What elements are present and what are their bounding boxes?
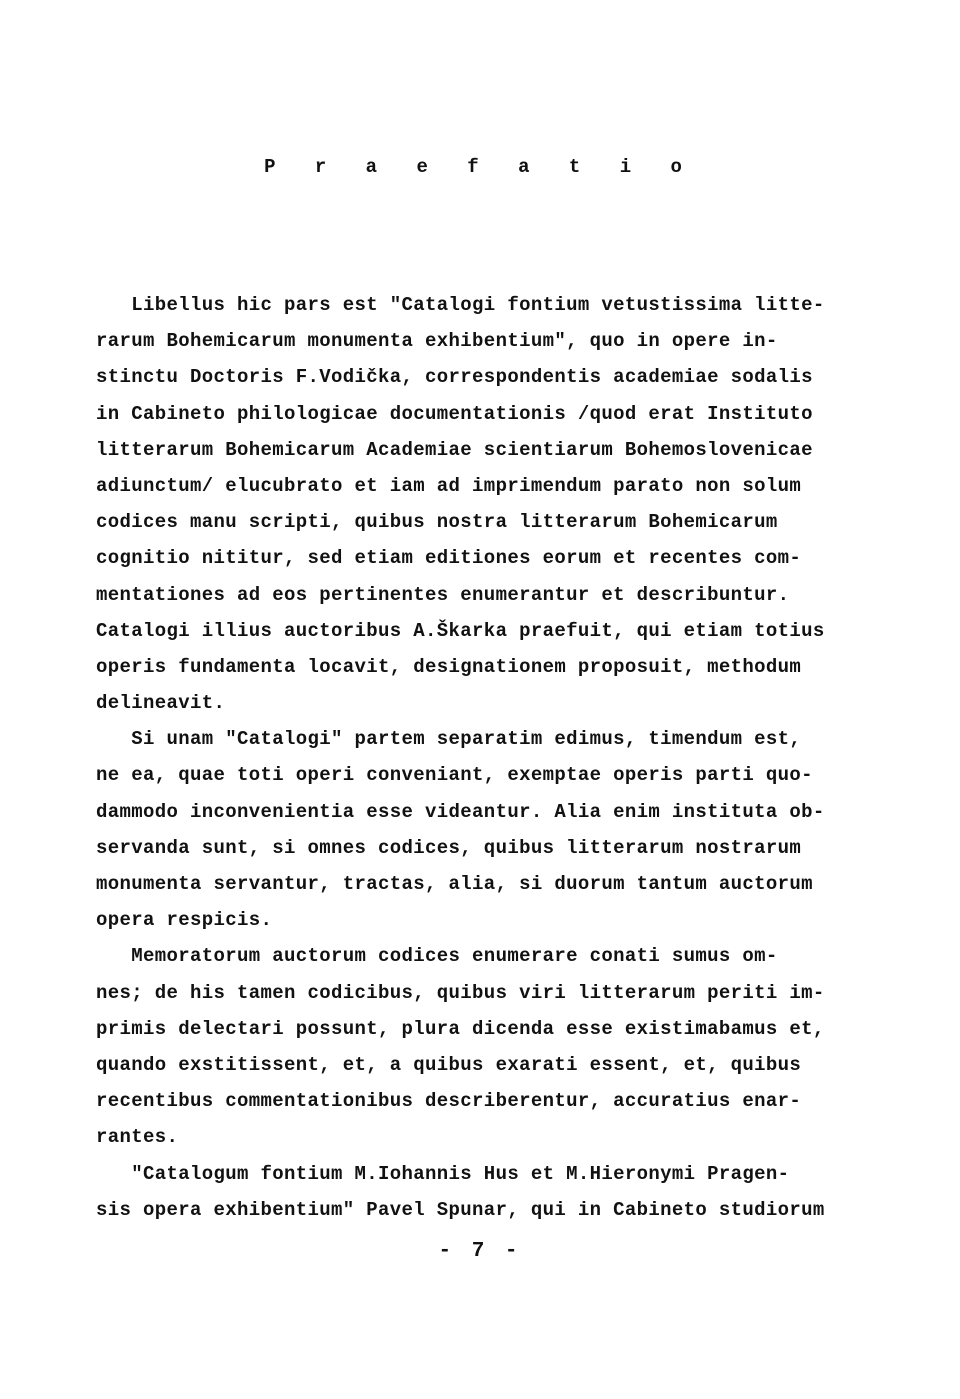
text-line: quando exstitissent, et, a quibus exarati essent, et, quibus bbox=[96, 1053, 802, 1076]
text-line: delineavit. bbox=[96, 692, 226, 715]
text-line: monumenta servantur, tractas, alia, si duorum tantum auctorum bbox=[96, 873, 813, 895]
text-line: Libellus hic pars est "Catalogi fontium vetustissima litte- bbox=[96, 294, 825, 316]
text-line: Catalogi illius auctoribus A.Škarka praefuit, qui etiam totius bbox=[96, 619, 825, 642]
text-line: sis opera exhibentium" Pavel Spunar, qui in Cabineto studiorum bbox=[96, 1198, 825, 1221]
text-line: in Cabineto philologicae documentationis /quod erat Instituto bbox=[96, 402, 813, 425]
text-line: stinctu Doctoris F.Vodička, correspondentis academiae sodalis bbox=[96, 366, 813, 389]
text-line: primis delectari possunt, plura dicenda esse existimabamus et, bbox=[96, 1017, 825, 1040]
text-line: rantes. bbox=[96, 1126, 179, 1149]
text-line: nes; de his tamen codicibus, quibus viri litterarum periti im- bbox=[96, 981, 825, 1004]
text-line: operis fundamenta locavit, designationem proposuit, methodum bbox=[96, 655, 802, 678]
text-line: rarum Bohemicarum monumenta exhibentium", quo in opere in- bbox=[96, 330, 778, 353]
text-line: cognitio nititur, sed etiam editiones eorum et recentes com- bbox=[96, 547, 802, 570]
text-line: adiunctum/ elucubrato et iam ad imprimendum parato non solum bbox=[96, 474, 802, 497]
text-line: litterarum Bohemicarum Academiae scientiarum Bohemoslovenicae bbox=[96, 438, 813, 461]
page-number: - 7 - bbox=[438, 1240, 522, 1263]
page-title: P r a e f a t i o bbox=[264, 156, 696, 178]
text-line: ne ea, quae toti operi conveniant, exemptae operis parti quo- bbox=[96, 764, 813, 787]
text-line: mentationes ad eos pertinentes enumerantur et describuntur. bbox=[96, 583, 790, 606]
text-line: Si unam "Catalogi" partem separatim edimus, timendum est, bbox=[96, 728, 802, 751]
text-line: codices manu scripti, quibus nostra litterarum Bohemicarum bbox=[96, 511, 778, 534]
text-line: "Catalogum fontium M.Iohannis Hus et M.Hieronymi Pragen- bbox=[96, 1162, 790, 1185]
body-text bbox=[96, 287, 886, 1228]
text-line: opera respicis. bbox=[96, 909, 273, 932]
text-line: Memoratorum auctorum codices enumerare conati sumus om- bbox=[96, 945, 778, 968]
text-line: recentibus commentationibus describerentur, accuratius enar- bbox=[96, 1090, 802, 1113]
text-line: servanda sunt, si omnes codices, quibus litterarum nostrarum bbox=[96, 836, 802, 859]
text-line: dammodo inconvenientia esse videantur. Alia enim instituta ob- bbox=[96, 800, 825, 823]
